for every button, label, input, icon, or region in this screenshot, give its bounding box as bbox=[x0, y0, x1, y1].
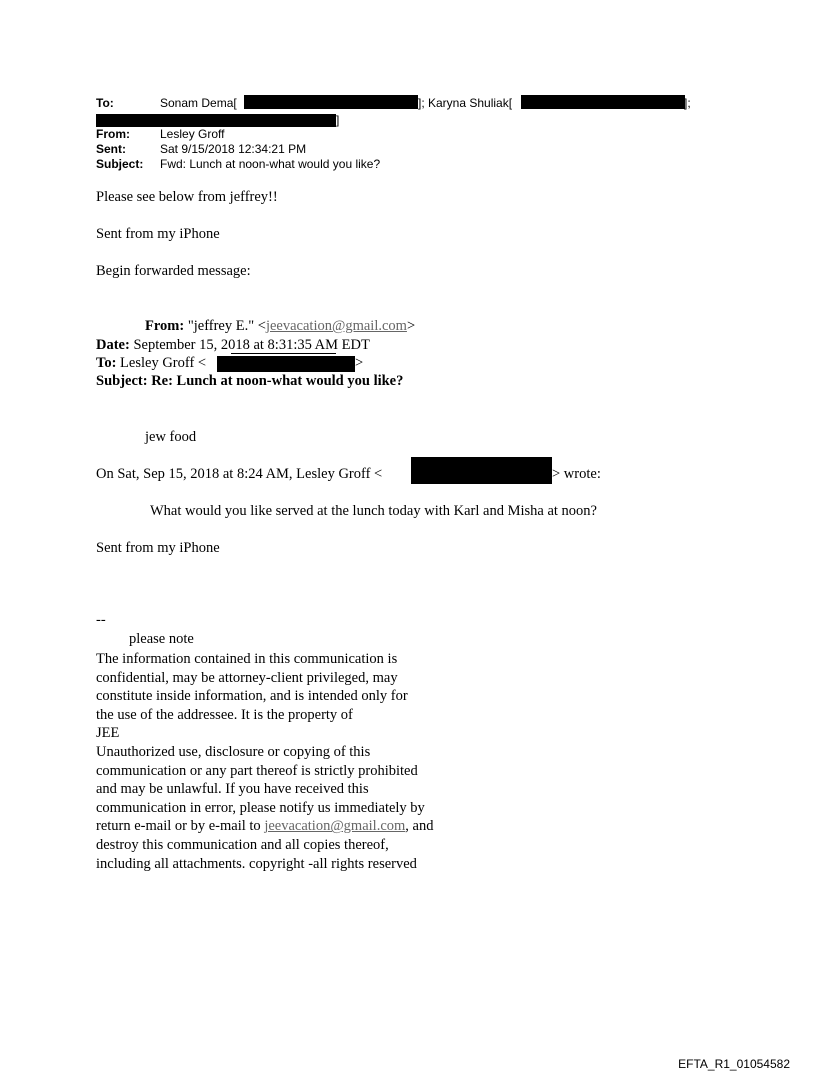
quote-intro-end: > wrote: bbox=[552, 466, 601, 482]
fwd-from-close: > bbox=[406, 318, 416, 334]
fwd-from-line bbox=[145, 318, 415, 335]
from-label: From: bbox=[96, 127, 130, 141]
fwd-from-name: "jeffrey E." < bbox=[187, 318, 266, 334]
return-post: , and bbox=[405, 818, 434, 835]
disclaimer-line: destroy this communication and all copies thereof, bbox=[96, 836, 389, 853]
body-line-3: Begin forwarded message: bbox=[96, 263, 251, 279]
to-line2-end: ] bbox=[336, 113, 340, 127]
fwd-date-line bbox=[96, 337, 370, 354]
sent-label: Sent: bbox=[96, 142, 126, 156]
return-pre: return e-mail or by e-mail to bbox=[96, 818, 265, 835]
document-id: EFTA_R1_01054582 bbox=[678, 1057, 790, 1071]
reply-text: jew food bbox=[145, 429, 197, 445]
disclaimer-email-link[interactable]: jeevacation@gmail.com bbox=[264, 818, 406, 835]
redaction-box bbox=[411, 457, 552, 484]
redaction-box bbox=[96, 114, 336, 127]
quoted-sent-from: Sent from my iPhone bbox=[96, 540, 220, 556]
disclaimer-line: JEE bbox=[96, 725, 120, 742]
subject-label: Subject: bbox=[96, 157, 144, 171]
redaction-box bbox=[244, 95, 418, 109]
fwd-subject-line bbox=[96, 373, 403, 390]
underline-mark bbox=[231, 353, 336, 354]
sent-value: Sat 9/15/2018 12:34:21 PM bbox=[160, 142, 307, 156]
redaction-box bbox=[217, 356, 355, 372]
fwd-subject-value: Re: Lunch at noon-what would you like? bbox=[151, 373, 404, 389]
disclaimer-return-line bbox=[96, 817, 433, 836]
disclaimer-line: The information contained in this communication is bbox=[96, 651, 398, 667]
fwd-date-value: September 15, 2018 at 8:31:35 AM EDT bbox=[133, 337, 370, 353]
to-separator: ]; Karyna Shuliak[ bbox=[418, 96, 513, 110]
fwd-date-label: Date: bbox=[96, 337, 130, 353]
disclaimer-line: Unauthorized use, disclosure or copying of this bbox=[96, 743, 371, 760]
disclaimer-line: confidential, may be attorney-client privileged, may bbox=[96, 669, 398, 686]
redaction-box bbox=[521, 95, 685, 109]
fwd-to-close: > bbox=[355, 355, 364, 371]
from-value: Lesley Groff bbox=[160, 127, 225, 141]
disclaimer-line: communication or any part thereof is strictly prohibited bbox=[96, 762, 418, 779]
quoted-text: What would you like served at the lunch today with Karl and Misha at noon? bbox=[150, 503, 597, 519]
quote-intro: On Sat, Sep 15, 2018 at 8:24 AM, Lesley Groff < bbox=[96, 466, 383, 482]
fwd-to-label: To: bbox=[96, 355, 117, 371]
signature-dashes: -- bbox=[96, 612, 106, 628]
to-label: To: bbox=[96, 96, 114, 110]
body-line-2: Sent from my iPhone bbox=[96, 226, 220, 242]
to-name-1: Sonam Dema[ bbox=[160, 96, 237, 110]
fwd-to-value: Lesley Groff < bbox=[120, 355, 207, 371]
disclaimer-line: constitute inside information, and is intended only for bbox=[96, 688, 408, 705]
disclaimer-line: and may be unlawful. If you have received this bbox=[96, 781, 369, 798]
fwd-to-line bbox=[96, 355, 206, 372]
fwd-from-label: From: bbox=[145, 318, 185, 334]
disclaimer-block bbox=[96, 650, 433, 873]
subject-value: Fwd: Lunch at noon-what would you like? bbox=[160, 157, 381, 171]
body-line-1: Please see below from jeffrey!! bbox=[96, 189, 278, 205]
fwd-subject-label: Subject: bbox=[96, 373, 148, 389]
disclaimer-line: the use of the addressee. It is the property of bbox=[96, 706, 353, 723]
disclaimer-line: communication in error, please notify us immediately by bbox=[96, 799, 425, 816]
fwd-from-email-link[interactable]: jeevacation@gmail.com bbox=[265, 318, 407, 334]
to-end: ]; bbox=[684, 96, 691, 110]
please-note: please note bbox=[129, 631, 194, 647]
disclaimer-line: including all attachments. copyright -all rights reserved bbox=[96, 855, 417, 872]
